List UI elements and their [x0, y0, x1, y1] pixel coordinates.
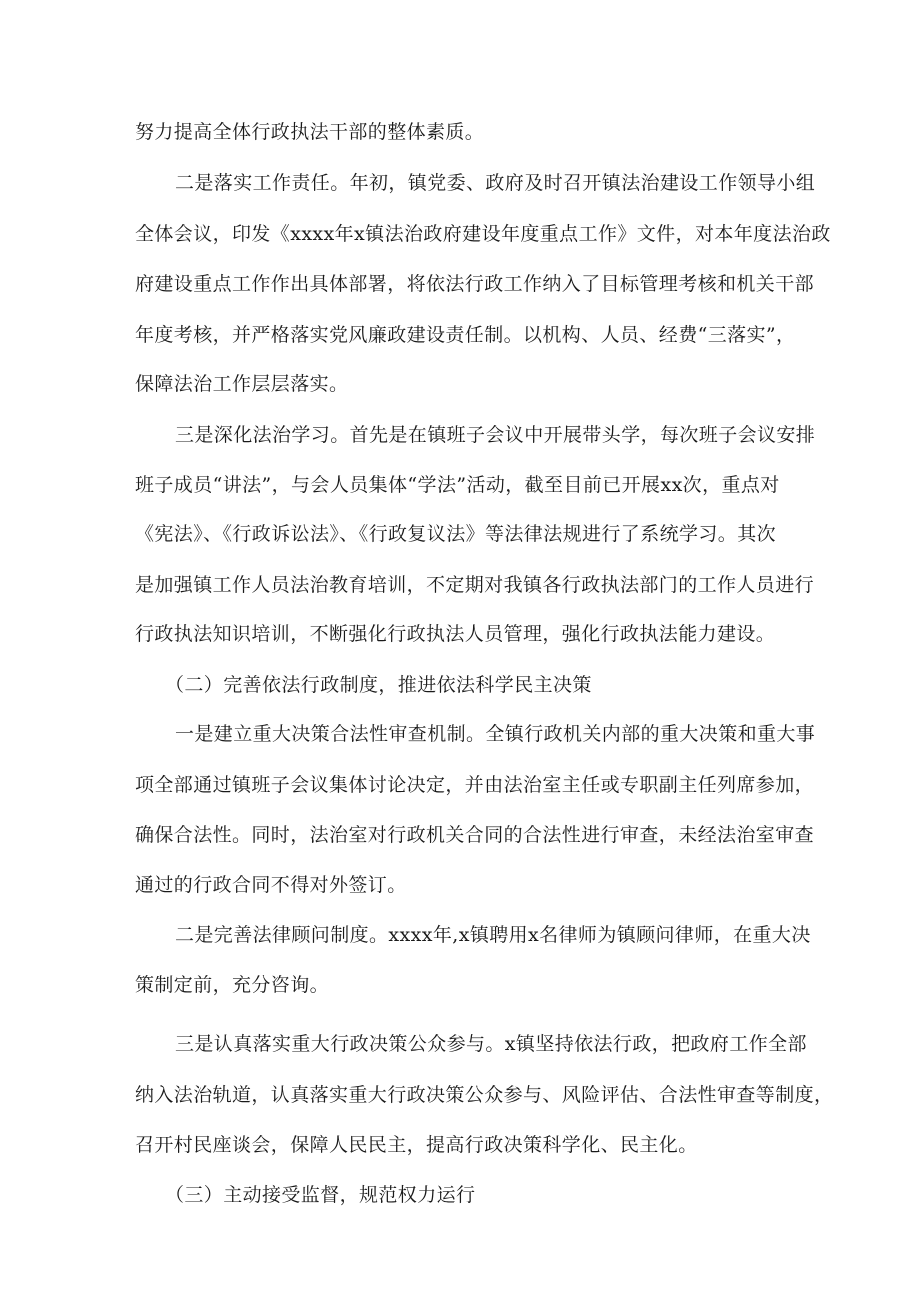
paragraph-line: 一是建立重大决策合法性审查机制。全镇行政机关内部的重大决策和重大事: [175, 723, 816, 745]
paragraph-line: 二是完善法律顾问制度。xxxx年,x镇聘用x名律师为镇顾问律师，在重大决: [175, 924, 811, 946]
paragraph-line: 班子成员“讲法”，与会人员集体“学法”活动，截至目前已开展xx次，重点对: [135, 474, 780, 496]
paragraph-line: 策制定前，充分咨询。: [135, 974, 330, 996]
paragraph-line: 纳入法治轨道，认真落实重大行政决策公众参与、风险评估、合法性审查等制度，: [135, 1084, 834, 1106]
paragraph-line: 行政执法知识培训，不断强化行政执法人员管理，强化行政执法能力建设。: [135, 623, 776, 645]
section-heading: （二）完善依法行政制度，推进依法科学民主决策: [165, 674, 592, 696]
paragraph-line: 全体会议，印发《xxxx年x镇法治政府建设年度重点工作》文件，对本年度法治政: [135, 223, 831, 245]
paragraph-line: 二是落实工作责任。年初，镇党委、政府及时召开镇法治建设工作领导小组: [175, 172, 816, 194]
paragraph-line: 努力提高全体行政执法干部的整体素质。: [135, 121, 485, 143]
paragraph-line: 确保合法性。同时，法治室对行政机关合同的合法性进行审查，未经法治室审查: [135, 824, 815, 846]
paragraph-line: 《宪法》、《行政诉讼法》、《行政复议法》等法律法规进行了系统学习。其次: [135, 523, 777, 545]
paragraph-line: 通过的行政合同不得对外签订。: [135, 874, 407, 896]
paragraph-line: 府建设重点工作作出具体部署，将依法行政工作纳入了目标管理考核和机关干部: [135, 273, 815, 295]
paragraph-line: 保障法治工作层层落实。: [135, 373, 349, 395]
section-heading: （三）主动接受监督，规范权力运行: [165, 1184, 476, 1206]
paragraph-line: 三是深化法治学习。首先是在镇班子会议中开展带头学，每次班子会议安排: [175, 424, 816, 446]
paragraph-line: 三是认真落实重大行政决策公众参与。x镇坚持依法行政，把政府工作全部: [175, 1033, 807, 1055]
paragraph-line: 项全部通过镇班子会议集体讨论决定，并由法治室主任或专职副主任列席参加，: [135, 774, 815, 796]
paragraph-line: 召开村民座谈会，保障人民民主，提高行政决策科学化、民主化。: [135, 1134, 698, 1156]
paragraph-line: 年度考核，并严格落实党风廉政建设责任制。以机构、人员、经费“三落实”，: [135, 324, 796, 346]
paragraph-line: 是加强镇工作人员法治教育培训，不定期对我镇各行政执法部门的工作人员进行: [135, 574, 815, 596]
